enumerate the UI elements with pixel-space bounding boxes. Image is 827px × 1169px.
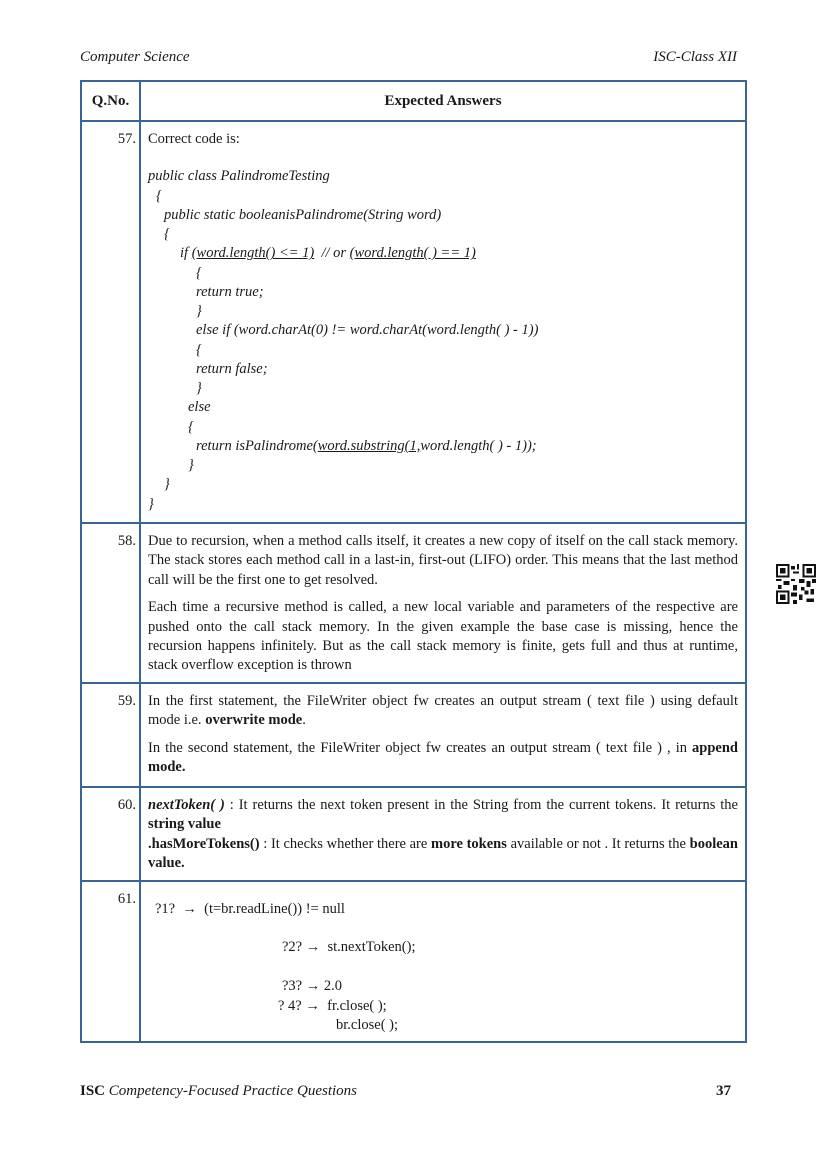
- answer-cell: [140, 683, 746, 787]
- answer-text: : It returns the next token present in the String from the current tokens. It returns the: [224, 797, 738, 813]
- table-header-row: [81, 81, 746, 121]
- footer-title: [80, 1083, 357, 1100]
- code-line: public class PalindromeTesting: [148, 168, 330, 185]
- answer-line: ?1? → (t=br.readLine()) != null: [155, 900, 345, 917]
- answer-cell: [140, 121, 746, 523]
- answer-paragraph: Each time a recursive method is called, a new local variable and parameters of the respective are pushed onto the call stack memory. In the given example the base case is missing, hence the recursion happens infinitely. But as the call stack memory is finite, gets full and thus at runtime, stack overflow exception is thrown: [148, 599, 738, 674]
- answers-table: [80, 80, 747, 1043]
- code-fragment: (word.length() <= 1): [191, 245, 315, 262]
- footer-subtitle: Competency-Focused Practice Questions: [105, 1083, 358, 1099]
- answer-line: ?3? → 2.0: [282, 978, 342, 995]
- emphasis-append-mode: append mode.: [148, 739, 738, 776]
- code-line: }: [164, 476, 170, 493]
- code-line: else if (word.charAt(0) != word.charAt(word.length( ) - 1)): [196, 322, 539, 339]
- answer-text: available or not . It returns the: [506, 835, 690, 852]
- question-number: 59.: [81, 683, 140, 787]
- answer-paragraph: [148, 692, 738, 731]
- code-fragment: return isPalindrome(: [196, 437, 318, 454]
- code-line: }: [196, 380, 202, 397]
- answer-line: ? 4? → fr.close( );: [278, 997, 387, 1014]
- answer-line: [148, 958, 738, 977]
- question-number: 60.: [81, 787, 140, 881]
- code-line: [148, 244, 738, 263]
- term-nexttoken: nextToken( ): [148, 797, 225, 813]
- question-number: 57.: [81, 121, 140, 523]
- answer-line: ?2? → st.nextToken();: [282, 939, 416, 956]
- answer-cell: [140, 881, 746, 1043]
- answer-cell: [140, 787, 746, 881]
- column-header-answers: Expected Answers: [140, 81, 746, 121]
- code-line: return true;: [196, 283, 264, 300]
- code-line: }: [148, 495, 154, 512]
- code-line: {: [188, 418, 194, 435]
- qr-code-icon: [776, 563, 816, 605]
- answer-definition-nexttoken: [148, 796, 738, 835]
- code-fragment: word.length( ) - 1));: [420, 437, 537, 454]
- emphasis-overwrite-mode: overwrite mode: [205, 712, 303, 729]
- code-line: [148, 437, 738, 456]
- answer-cell: [140, 523, 746, 683]
- running-header-subject: Computer Science: [80, 49, 190, 65]
- code-fragment: // or: [314, 245, 350, 262]
- answer-intro: Correct code is:: [148, 131, 240, 147]
- code-fragment: word.substring(1,: [317, 437, 421, 454]
- emphasis-more-tokens: more tokens: [431, 835, 507, 852]
- table-row: [81, 121, 746, 523]
- code-line: public static booleanisPalindrome(String word): [164, 206, 442, 223]
- answer-text: .: [302, 712, 306, 729]
- answer-line: br.close( );: [336, 1017, 399, 1034]
- question-number: 61.: [81, 881, 140, 1043]
- code-block: [148, 167, 738, 514]
- code-line: {: [156, 187, 162, 204]
- column-header-qno: Q.No.: [81, 81, 140, 121]
- emphasis-boolean-value: boolean value.: [148, 835, 738, 872]
- answer-line: [148, 919, 738, 938]
- table-row: [81, 881, 746, 1043]
- page-number: 37: [716, 1083, 731, 1099]
- code-line: return false;: [196, 360, 268, 377]
- code-line: {: [196, 341, 202, 358]
- code-fragment: (word.length( ) == 1): [349, 245, 476, 262]
- code-line: }: [188, 457, 194, 474]
- answer-text: In the first statement, the FileWriter object fw creates an output stream ( text file ) using default mode i.e.: [148, 693, 738, 729]
- emphasis-string-value: string value: [148, 816, 221, 833]
- answer-paragraph: Due to recursion, when a method calls itself, it creates a new copy of itself on the call stack memory. The stack stores each method call in a last-in, first-out (LIFO) order. This means that the last method call will be the first one to get resolved.: [148, 533, 738, 588]
- answer-text: : It checks whether there are: [259, 835, 431, 852]
- answer-text: In the second statement, the FileWriter object fw creates an output stream ( text file ) , in: [148, 739, 693, 756]
- running-header-class: ISC-Class XII: [653, 49, 737, 65]
- code-line: {: [196, 264, 202, 281]
- answer-definition-hasmoretokens: [148, 835, 738, 874]
- answer-paragraph: [148, 739, 738, 778]
- question-number: 58.: [81, 523, 140, 683]
- table-row: [81, 787, 746, 881]
- code-fragment: if: [180, 245, 192, 262]
- table-row: [81, 523, 746, 683]
- fill-blanks-answers: [148, 890, 738, 1036]
- term-hasmoretokens: .hasMoreTokens(): [148, 835, 260, 852]
- table-row: [81, 683, 746, 787]
- code-line: else: [188, 399, 211, 416]
- footer-brand: ISC: [80, 1083, 106, 1099]
- code-line: }: [196, 303, 202, 320]
- code-line: {: [164, 226, 170, 243]
